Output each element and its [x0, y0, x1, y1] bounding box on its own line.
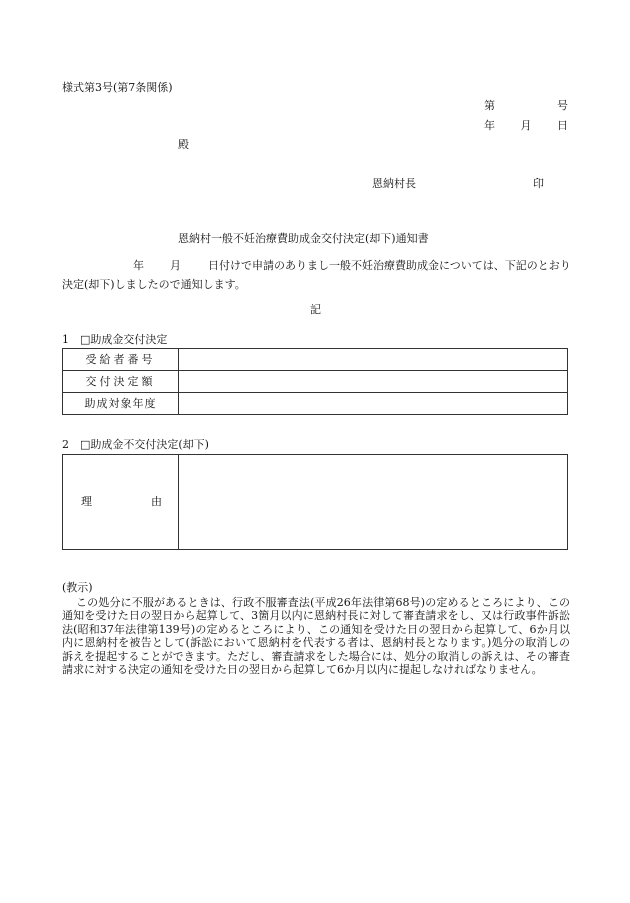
grant-amount-value: [179, 371, 568, 393]
reason-value: [179, 455, 568, 550]
document-date: [484, 119, 568, 133]
document-number: [484, 99, 568, 113]
document-number-prefix: 第: [484, 99, 495, 112]
intro-month: 月: [170, 259, 181, 272]
section1-heading: [62, 333, 167, 347]
document-number-suffix: 号: [557, 99, 568, 112]
seal-mark: 印: [533, 177, 544, 190]
reason-label-2: 由: [151, 495, 162, 509]
date-year: 年: [484, 119, 495, 132]
recipient-number-label: 受給者番号: [63, 349, 179, 371]
intro-paragraph: [62, 256, 572, 294]
form-number: 様式第3号(第7条関係): [62, 81, 173, 94]
section2-heading: [62, 438, 209, 452]
grant-amount-label: 交付決定額: [63, 371, 179, 393]
intro-text: 日付けで申請のありまし一般不妊治療費助成金については、下記のとおり決定(却下)しましたので通知します。: [62, 259, 571, 291]
recipient-honorific: 殿: [178, 138, 189, 151]
date-day: 日: [557, 119, 568, 132]
intro-year: 年: [133, 259, 144, 272]
reason-label: [63, 455, 179, 550]
date-month: 月: [520, 119, 532, 132]
table-row: [63, 393, 568, 415]
issuer-name: 恩納村長: [372, 177, 416, 190]
table-row: [63, 455, 568, 550]
reason-label-1: 理: [81, 495, 92, 509]
section1-number: 1: [62, 333, 69, 346]
ki-heading: 記: [310, 303, 321, 316]
grant-decision-table: [62, 348, 568, 415]
notice-heading: (教示): [62, 581, 93, 594]
document-title: 恩納村一般不妊治療費助成金交付決定(却下)通知書: [178, 232, 429, 245]
rejection-reason-table: [62, 454, 568, 550]
target-year-label: 助成対象年度: [63, 393, 179, 415]
notice-body: [62, 596, 570, 676]
table-row: [63, 371, 568, 393]
section2-number: 2: [62, 438, 69, 451]
recipient-number-value: [179, 349, 568, 371]
target-year-value: [179, 393, 568, 415]
section2-title: □助成金不交付決定(却下): [80, 438, 209, 451]
table-row: [63, 349, 568, 371]
notice-text: この処分に不服があるときは、行政不服審査法(平成26年法律第68号)の定めるところにより、この通知を受けた日の翌日から起算して、3箇月以内に恩納村長に対して審査請求をし、又は行政事件訴訟法(昭和37年法律第139号)の定めるところにより、この通知を受けた日の翌日から起算して、6か月以内に恩納村を被告として(訴訟において恩納村を代表する者は、恩納村長となります。)処分の取消しの訴えを提起することができます。ただし、審査請求をした場合には、処分の取消しの訴えは、その審査請求に対する決定の通知を受けた日の翌日から起算して6か月以内に提起しなければなりません。: [62, 596, 570, 677]
section1-title: □助成金交付決定: [80, 333, 168, 346]
